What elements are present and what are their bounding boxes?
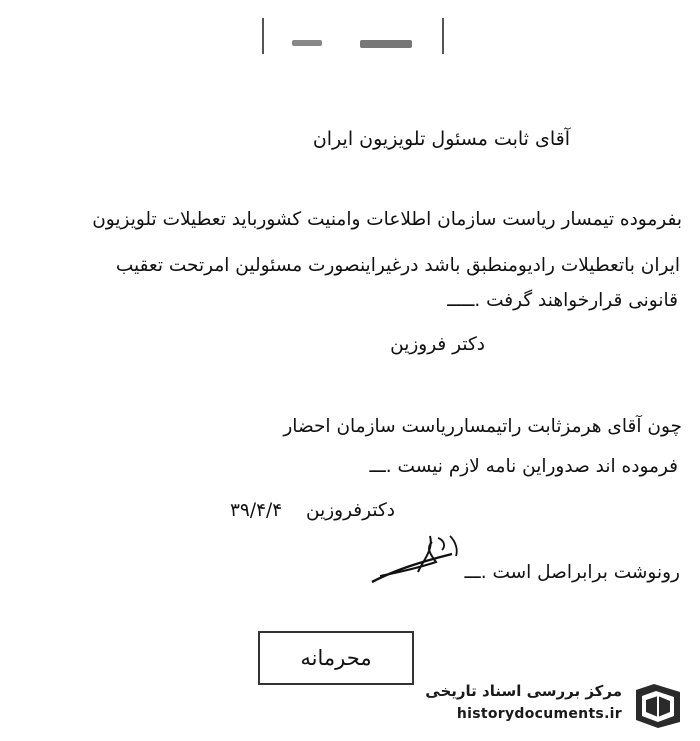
stamp-label: محرمانه <box>300 646 372 670</box>
signature-date: ۳۹/۴/۴ <box>230 500 283 521</box>
letter-body-line: قانونی قرارخواهند گرفت .ـــــ <box>447 290 678 311</box>
note-line: فرموده اند صدوراین نامه لازم نیست .ـــ <box>369 456 678 477</box>
archive-logo-icon <box>632 682 686 730</box>
letter-body-line: بفرموده تیمسار ریاست سازمان اطلاعات وامنیت کشورباید تعطیلات تلویزیون <box>92 209 682 230</box>
copy-note: رونوشت برابراصل است .ـــ <box>464 562 680 583</box>
watermark <box>420 680 690 732</box>
letter-body-line: ایران باتعطیلات رادیومنطبق باشد درغیراینصورت مسئولین امرتحت تعقیب <box>115 255 680 276</box>
confidential-stamp <box>258 631 414 685</box>
watermark-title: مرکز بررسی اسناد تاریخی <box>425 682 622 700</box>
header-stamp-mark <box>262 18 444 54</box>
note-line: چون آقای هرمزثابت راتیمسارریاست سازمان احضار <box>283 416 682 437</box>
signature-block <box>230 500 395 521</box>
signature-name: دکتر فروزین <box>390 334 485 355</box>
watermark-url: historydocuments.ir <box>456 706 622 722</box>
signature-name: دکترفروزین <box>306 500 395 521</box>
letter-recipient: آقای ثابت مسئول تلویزیون ایران <box>312 128 570 150</box>
stamp-ink-mark <box>360 40 412 48</box>
handwritten-signature <box>360 532 470 592</box>
stamp-ink-mark <box>292 40 322 46</box>
